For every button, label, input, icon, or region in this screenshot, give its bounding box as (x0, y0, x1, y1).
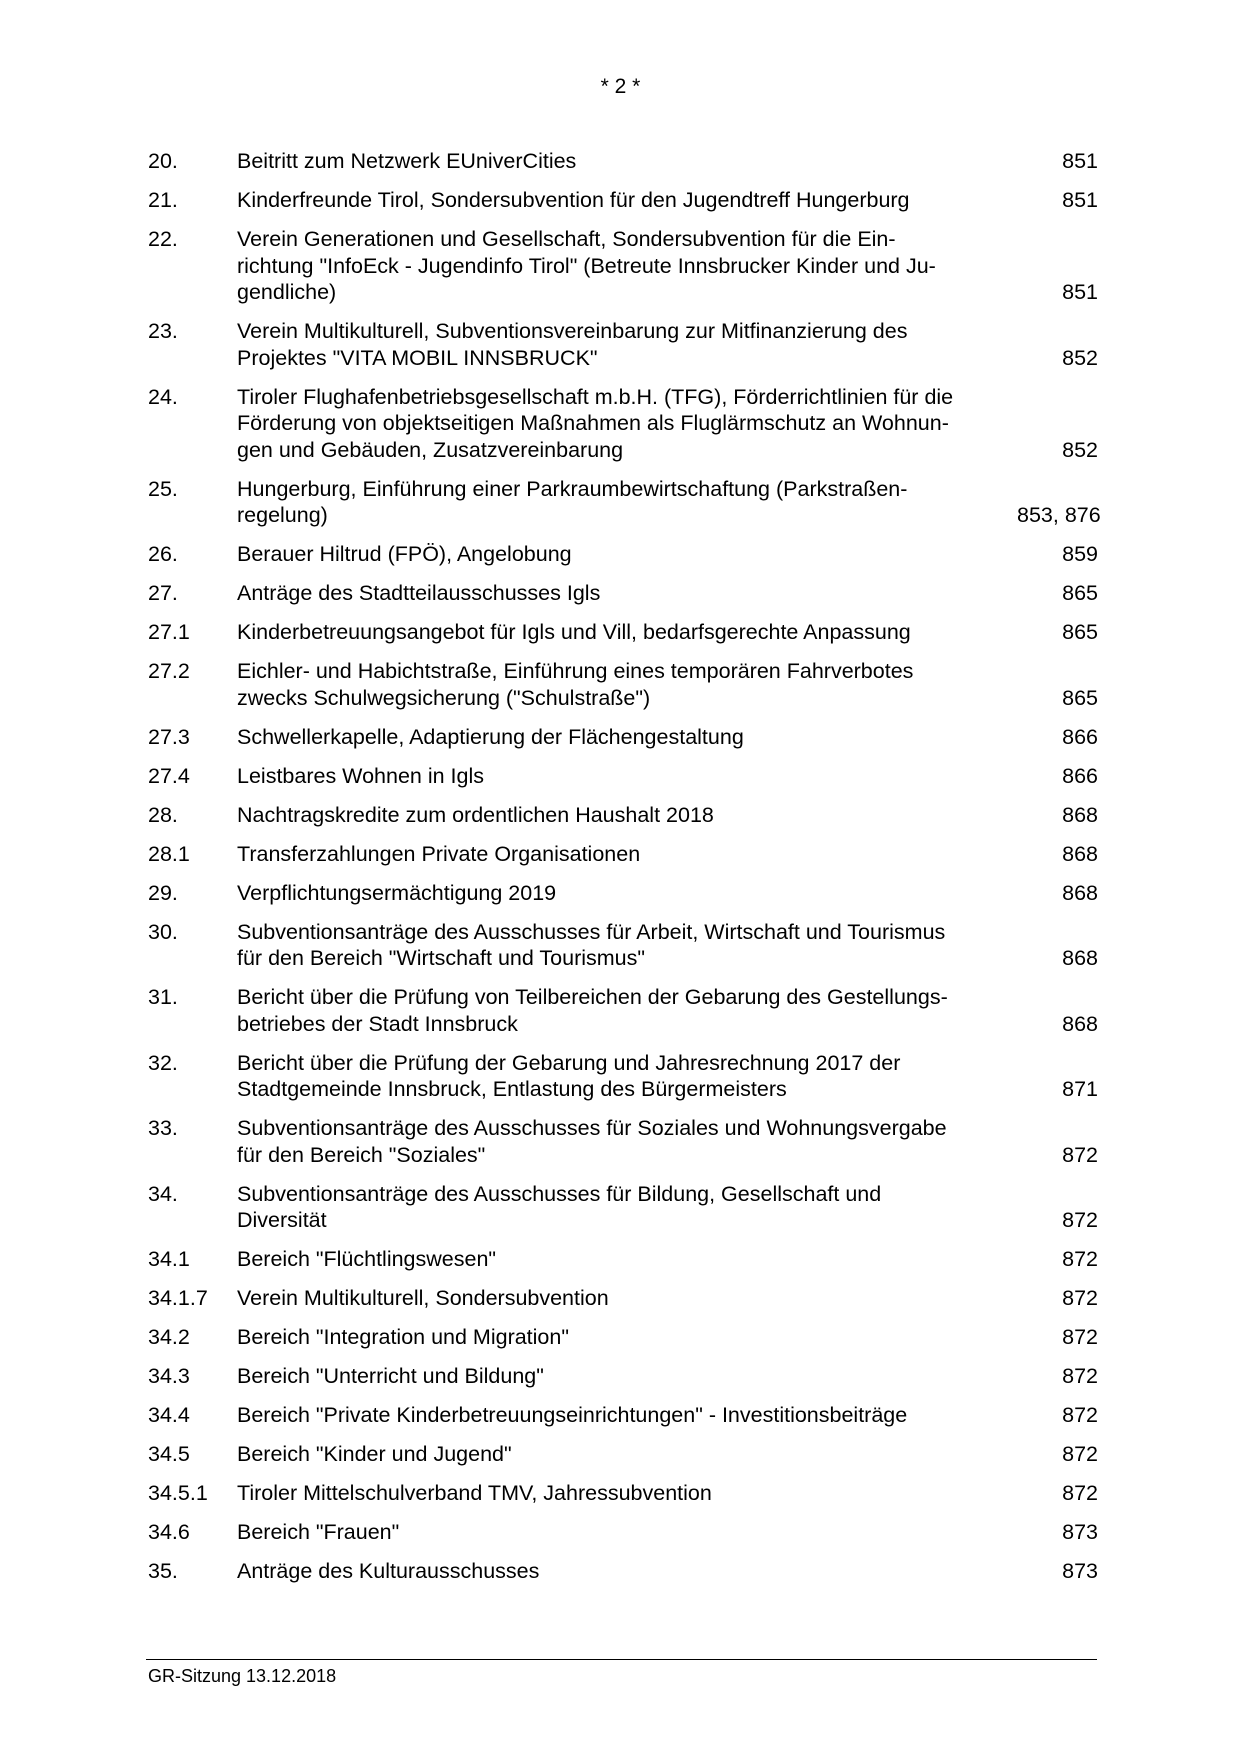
toc-entry-page: 859 (1062, 542, 1098, 566)
toc-entry-number: 29. (148, 880, 178, 905)
toc-entry-title (237, 1480, 1017, 1507)
toc-entry (148, 1115, 1098, 1168)
toc-entry (148, 1519, 1098, 1546)
toc-entry-number: 34.6 (148, 1520, 190, 1544)
toc-entry (148, 580, 1098, 607)
toc-entry-page: 851 (1062, 280, 1098, 304)
toc-entry-page: 872 (1062, 1208, 1098, 1232)
toc-entry-title-line: Projektes "VITA MOBIL INNSBRUCK" (237, 345, 598, 370)
toc-entry-title-line: Bericht über die Prüfung der Gebarung und Jahresrechnung 2017 der (237, 1050, 901, 1075)
toc-entry (148, 802, 1098, 829)
toc-entry-title-line: Bereich "Unterricht und Bildung" (237, 1364, 544, 1388)
toc-entry (148, 476, 1101, 529)
toc-entry-title-line: Bereich "Kinder und Jugend" (237, 1442, 512, 1466)
toc-entry-page: 866 (1062, 763, 1098, 788)
toc-entry-number: 34.5.1 (148, 1481, 208, 1505)
toc-entry (148, 1558, 1098, 1585)
toc-entry-title (237, 1558, 1017, 1585)
toc-entry-title (237, 1115, 1017, 1168)
toc-entry-title (237, 384, 1017, 464)
toc-entry-title-line: Transferzahlungen Private Organisationen (237, 841, 641, 866)
toc-entry (148, 841, 1098, 868)
toc-entry-page: 872 (1062, 1286, 1098, 1310)
toc-entry (148, 984, 1098, 1037)
toc-entry-title (237, 763, 1017, 790)
toc-entry-number: 34.5 (148, 1442, 190, 1466)
toc-entry (148, 226, 1098, 306)
toc-entry-title-line: Beitritt zum Netzwerk EUniverCities (237, 149, 577, 173)
toc-entry-title (237, 1246, 1017, 1273)
toc-entry-title-line: Berauer Hiltrud (FPÖ), Angelobung (237, 542, 572, 566)
toc-entry-title-line: Subventionsanträge des Ausschusses für Arbeit, Wirtschaft und Tourismus (237, 919, 946, 944)
toc-entry-title (237, 1050, 1017, 1103)
toc-entry-number: 24. (148, 384, 178, 409)
toc-entry-title-line: Schwellerkapelle, Adaptierung der Flächengestaltung (237, 724, 744, 749)
toc-entry-title-line: Bereich "Flüchtlingswesen" (237, 1247, 497, 1271)
toc-entry (148, 1285, 1098, 1312)
toc-entry-page: 868 (1062, 946, 1098, 970)
toc-entry-page: 851 (1062, 188, 1098, 212)
toc-entry-title-line: Tiroler Mittelschulverband TMV, Jahressubvention (237, 1481, 712, 1505)
toc-entry (148, 1402, 1098, 1429)
toc-entry-number: 28. (148, 802, 178, 827)
footer-divider (146, 1659, 1097, 1660)
toc-entry-title (237, 1402, 1017, 1429)
toc-entry-title (237, 802, 1017, 829)
toc-entry-number: 20. (148, 149, 178, 173)
toc-entry-number: 27. (148, 581, 178, 605)
toc-entry-title (237, 1363, 1017, 1390)
toc-entry-title (237, 724, 1017, 751)
toc-entry (148, 619, 1098, 646)
toc-entry (148, 1181, 1098, 1234)
toc-entry-title-line: zwecks Schulwegsicherung ("Schulstraße") (237, 685, 651, 710)
toc-entry-title-line: Verpflichtungsermächtigung 2019 (237, 880, 557, 905)
toc-entry (148, 658, 1098, 711)
toc-entry-number: 34.1.7 (148, 1286, 208, 1310)
toc-entry-number: 30. (148, 919, 178, 944)
toc-entry-number: 22. (148, 227, 178, 251)
toc-entry-title-line: Nachtragskredite zum ordentlichen Haushalt 2018 (237, 802, 714, 827)
toc-entry-number: 27.3 (148, 724, 190, 749)
toc-entry-title-line: Förderung von objektseitigen Maßnahmen als Fluglärmschutz an Wohnun- (237, 411, 949, 435)
toc-entry-title (237, 658, 1017, 711)
toc-entry-number: 27.1 (148, 620, 190, 644)
toc-entry-page: 868 (1062, 1011, 1098, 1036)
toc-entry-page: 872 (1062, 1403, 1098, 1427)
toc-entry-number: 31. (148, 985, 178, 1009)
toc-entry-title (237, 580, 1017, 607)
toc-entry-title-line: Verein Multikulturell, Subventionsvereinbarung zur Mitfinanzierung des (237, 319, 908, 343)
toc-entry (148, 763, 1098, 790)
toc-entry-title-line: Anträge des Stadtteilausschusses Igls (237, 581, 601, 605)
toc-entry-title-line: Hungerburg, Einführung einer Parkraumbewirtschaftung (Parkstraßen- (237, 476, 908, 501)
toc-entry (148, 318, 1098, 371)
toc-entry-title-line: Bereich "Integration und Migration" (237, 1325, 569, 1349)
toc-entry-page: 868 (1062, 880, 1098, 905)
toc-entry-page: 872 (1062, 1325, 1098, 1349)
toc-entry-page: 852 (1062, 345, 1098, 370)
toc-entry-title (237, 984, 1017, 1037)
toc-entry (148, 1441, 1098, 1468)
toc-entry-title-line: Tiroler Flughafenbetriebsgesellschaft m.b.H. (TFG), Förderrichtlinien für die (237, 384, 954, 409)
toc-entry-title-line: Subventionsanträge des Ausschusses für Soziales und Wohnungsvergabe (237, 1116, 947, 1140)
toc-entry-title (237, 1181, 1017, 1234)
toc-entry-title (237, 476, 1017, 529)
toc-entry-page: 865 (1062, 685, 1098, 710)
table-of-contents (148, 148, 1101, 1597)
toc-entry-title-line: Stadtgemeinde Innsbruck, Entlastung des Bürgermeisters (237, 1077, 787, 1101)
toc-entry-page: 852 (1062, 437, 1098, 462)
toc-entry-number: 28.1 (148, 841, 190, 866)
toc-entry-number: 21. (148, 188, 178, 212)
toc-entry-page: 873 (1062, 1520, 1098, 1544)
toc-entry-title-line: gen und Gebäuden, Zusatzvereinbarung (237, 437, 624, 462)
toc-entry-page: 868 (1062, 802, 1098, 827)
toc-entry-page: 865 (1062, 620, 1098, 644)
toc-entry (148, 919, 1098, 972)
toc-entry-title (237, 919, 1017, 972)
toc-entry-number: 33. (148, 1116, 178, 1140)
toc-entry-number: 26. (148, 542, 178, 566)
toc-entry-title (237, 1324, 1017, 1351)
toc-entry-number: 23. (148, 319, 178, 343)
toc-entry-title-line: gendliche) (237, 280, 337, 304)
toc-entry-title-line: Leistbares Wohnen in Igls (237, 763, 484, 788)
toc-entry-number: 35. (148, 1559, 178, 1583)
toc-entry-title-line: Kinderbetreuungsangebot für Igls und Vill, bedarfsgerechte Anpassung (237, 620, 911, 644)
toc-entry (148, 1050, 1098, 1103)
toc-entry-title-line: Kinderfreunde Tirol, Sondersubvention für den Jugendtreff Hungerburg (237, 188, 910, 212)
toc-entry-title-line: betriebes der Stadt Innsbruck (237, 1011, 518, 1036)
toc-entry-title (237, 841, 1017, 868)
toc-entry-title-line: Bereich "Frauen" (237, 1520, 400, 1544)
toc-entry-title (237, 1519, 1017, 1546)
toc-entry (148, 1324, 1098, 1351)
toc-entry (148, 384, 1098, 464)
toc-entry (148, 1363, 1098, 1390)
toc-entry-page: 851 (1062, 149, 1098, 173)
toc-entry-title-line: Eichler- und Habichtstraße, Einführung eines temporären Fahrverbotes (237, 659, 914, 683)
toc-entry-title (237, 541, 1017, 568)
toc-entry-number: 34.3 (148, 1364, 190, 1388)
toc-entry-title (237, 148, 1017, 175)
toc-entry-title-line: Diversität (237, 1208, 327, 1232)
toc-entry-title-line: für den Bereich "Wirtschaft und Tourismus" (237, 946, 646, 970)
toc-entry-title-line: Verein Generationen und Gesellschaft, Sondersubvention für die Ein- (237, 227, 896, 251)
toc-entry-title-line: Subventionsanträge des Ausschusses für Bildung, Gesellschaft und (237, 1181, 882, 1206)
footer-text: GR-Sitzung 13.12.2018 (148, 1666, 337, 1686)
toc-entry-title-line: Bericht über die Prüfung von Teilbereichen der Gebarung des Gestellungs- (237, 985, 948, 1009)
toc-entry-title-line: Anträge des Kulturausschusses (237, 1559, 540, 1583)
toc-entry-number: 34.2 (148, 1325, 190, 1349)
toc-entry-number: 25. (148, 476, 178, 501)
toc-entry (148, 1246, 1098, 1273)
toc-entry (148, 1480, 1098, 1507)
toc-entry-page: 871 (1062, 1077, 1098, 1101)
toc-entry-number: 34.1 (148, 1247, 190, 1271)
toc-entry-title-line: für den Bereich "Soziales" (237, 1142, 486, 1167)
toc-entry-title (237, 619, 1017, 646)
toc-entry-title-line: regelung) (237, 503, 328, 527)
toc-entry-title (237, 318, 1017, 371)
page-number: * 2 * (600, 75, 641, 98)
toc-entry-title (237, 187, 1017, 214)
toc-entry-number: 34.4 (148, 1403, 190, 1427)
toc-entry-page: 872 (1062, 1481, 1098, 1505)
toc-entry (148, 187, 1098, 214)
toc-entry-page: 873 (1062, 1559, 1098, 1583)
toc-entry-number: 27.2 (148, 659, 190, 683)
toc-entry-page: 866 (1062, 724, 1098, 749)
toc-entry-number: 34. (148, 1181, 178, 1206)
toc-entry-title (237, 226, 1017, 306)
toc-entry (148, 880, 1098, 907)
toc-entry-page: 865 (1062, 581, 1098, 605)
toc-entry (148, 724, 1098, 751)
toc-entry-title (237, 1285, 1017, 1312)
toc-entry-title (237, 880, 1017, 907)
toc-entry-title-line: Verein Multikulturell, Sondersubvention (237, 1286, 609, 1310)
toc-entry (148, 541, 1098, 568)
toc-entry-page: 853, 876 (1017, 503, 1101, 527)
toc-entry-page: 872 (1062, 1364, 1098, 1388)
toc-entry-page: 872 (1062, 1142, 1098, 1167)
toc-entry-title-line: richtung "InfoEck - Jugendinfo Tirol" (Betreute Innsbrucker Kinder und Ju- (237, 253, 936, 278)
toc-entry-title-line: Bereich "Private Kinderbetreuungseinrichtungen" - Investitionsbeiträge (237, 1403, 908, 1427)
toc-entry-page: 872 (1062, 1442, 1098, 1466)
toc-entry-number: 27.4 (148, 763, 190, 788)
toc-entry (148, 148, 1098, 175)
toc-entry-title (237, 1441, 1017, 1468)
toc-entry-number: 32. (148, 1050, 178, 1075)
toc-entry-page: 868 (1062, 841, 1098, 866)
toc-entry-page: 872 (1062, 1247, 1098, 1271)
